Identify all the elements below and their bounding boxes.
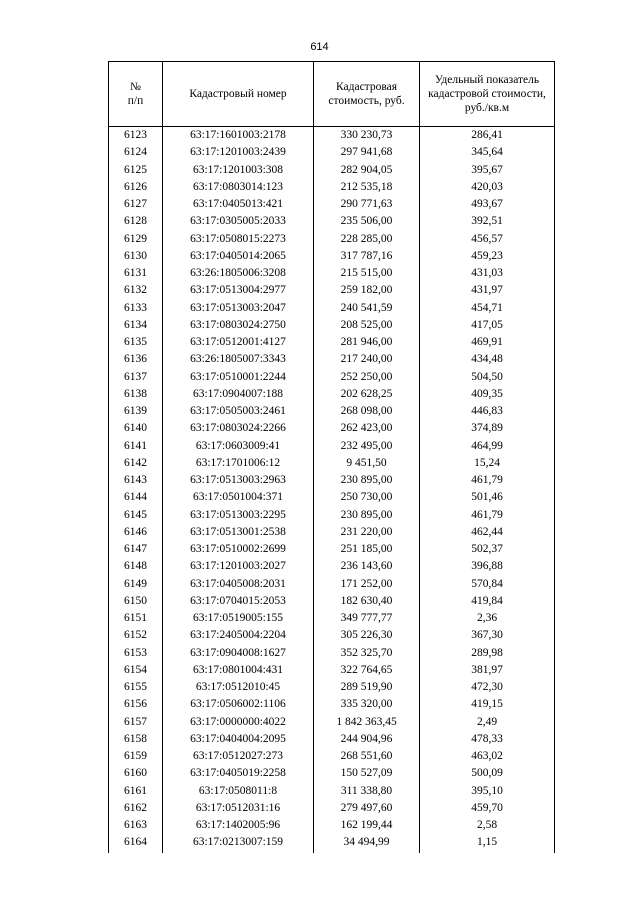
row-cadastral-value: 240 541,59 bbox=[314, 300, 420, 317]
row-index: 6136 bbox=[109, 351, 163, 368]
row-cadastral-value: 34 494,99 bbox=[314, 834, 420, 852]
row-cadastral-number: 63:17:0513001:2538 bbox=[163, 524, 314, 541]
row-index: 6156 bbox=[109, 696, 163, 713]
row-specific-value: 493,67 bbox=[420, 196, 555, 213]
header-cadastral-number bbox=[163, 62, 314, 127]
row-cadastral-value: 162 199,44 bbox=[314, 817, 420, 834]
row-index: 6164 bbox=[109, 834, 163, 852]
row-specific-value: 500,09 bbox=[420, 765, 555, 782]
row-specific-value: 461,79 bbox=[420, 507, 555, 524]
table-row bbox=[109, 489, 555, 506]
row-index: 6126 bbox=[109, 179, 163, 196]
table-row bbox=[109, 576, 555, 593]
row-index: 6159 bbox=[109, 748, 163, 765]
row-cadastral-value: 252 250,00 bbox=[314, 369, 420, 386]
header-cadastral-number-label: Кадастровый номер bbox=[189, 88, 287, 100]
table-row bbox=[109, 438, 555, 455]
header-cadastral-value bbox=[314, 62, 420, 127]
row-cadastral-value: 317 787,16 bbox=[314, 248, 420, 265]
table-row bbox=[109, 783, 555, 800]
row-cadastral-number: 63:17:0513003:2047 bbox=[163, 300, 314, 317]
table-row bbox=[109, 144, 555, 161]
table-row bbox=[109, 731, 555, 748]
row-specific-value: 431,97 bbox=[420, 282, 555, 299]
row-cadastral-number: 63:26:1805006:3208 bbox=[163, 265, 314, 282]
row-specific-value: 431,03 bbox=[420, 265, 555, 282]
row-specific-value: 15,24 bbox=[420, 455, 555, 472]
row-cadastral-number: 63:17:0704015:2053 bbox=[163, 593, 314, 610]
row-cadastral-number: 63:17:0519005:155 bbox=[163, 610, 314, 627]
row-index: 6137 bbox=[109, 369, 163, 386]
table-row bbox=[109, 213, 555, 230]
row-index: 6146 bbox=[109, 524, 163, 541]
table-body bbox=[109, 127, 555, 853]
row-specific-value: 1,15 bbox=[420, 834, 555, 852]
row-cadastral-number: 63:17:0213007:159 bbox=[163, 834, 314, 852]
row-cadastral-value: 235 506,00 bbox=[314, 213, 420, 230]
row-cadastral-value: 297 941,68 bbox=[314, 144, 420, 161]
row-specific-value: 462,44 bbox=[420, 524, 555, 541]
row-cadastral-number: 63:17:0501004:371 bbox=[163, 489, 314, 506]
row-index: 6154 bbox=[109, 662, 163, 679]
row-index: 6131 bbox=[109, 265, 163, 282]
row-cadastral-value: 150 527,09 bbox=[314, 765, 420, 782]
row-specific-value: 459,70 bbox=[420, 800, 555, 817]
table-row bbox=[109, 627, 555, 644]
row-specific-value: 501,46 bbox=[420, 489, 555, 506]
row-specific-value: 395,10 bbox=[420, 783, 555, 800]
row-specific-value: 2,49 bbox=[420, 714, 555, 731]
row-specific-value: 367,30 bbox=[420, 627, 555, 644]
row-cadastral-number: 63:17:0508011:8 bbox=[163, 783, 314, 800]
row-cadastral-number: 63:17:0803024:2750 bbox=[163, 317, 314, 334]
row-cadastral-value: 208 525,00 bbox=[314, 317, 420, 334]
row-specific-value: 420,03 bbox=[420, 179, 555, 196]
row-specific-value: 454,71 bbox=[420, 300, 555, 317]
row-index: 6132 bbox=[109, 282, 163, 299]
row-cadastral-value: 330 230,73 bbox=[314, 127, 420, 145]
row-cadastral-number: 63:17:0603009:41 bbox=[163, 438, 314, 455]
row-specific-value: 464,99 bbox=[420, 438, 555, 455]
row-specific-value: 469,91 bbox=[420, 334, 555, 351]
row-specific-value: 381,97 bbox=[420, 662, 555, 679]
table-row bbox=[109, 420, 555, 437]
row-specific-value: 472,30 bbox=[420, 679, 555, 696]
row-cadastral-number: 63:17:0513003:2963 bbox=[163, 472, 314, 489]
row-cadastral-value: 322 764,65 bbox=[314, 662, 420, 679]
row-cadastral-number: 63:17:0512027:273 bbox=[163, 748, 314, 765]
table-row bbox=[109, 662, 555, 679]
row-specific-value: 463,02 bbox=[420, 748, 555, 765]
row-specific-value: 419,84 bbox=[420, 593, 555, 610]
row-cadastral-value: 305 226,30 bbox=[314, 627, 420, 644]
row-cadastral-number: 63:17:1201003:308 bbox=[163, 162, 314, 179]
row-cadastral-value: 230 895,00 bbox=[314, 472, 420, 489]
row-cadastral-value: 259 182,00 bbox=[314, 282, 420, 299]
row-specific-value: 446,83 bbox=[420, 403, 555, 420]
row-index: 6138 bbox=[109, 386, 163, 403]
row-index: 6160 bbox=[109, 765, 163, 782]
table-row bbox=[109, 765, 555, 782]
row-specific-value: 395,67 bbox=[420, 162, 555, 179]
table-row bbox=[109, 558, 555, 575]
row-specific-value: 409,35 bbox=[420, 386, 555, 403]
row-index: 6141 bbox=[109, 438, 163, 455]
row-cadastral-number: 63:17:0801004:431 bbox=[163, 662, 314, 679]
row-cadastral-value: 311 338,80 bbox=[314, 783, 420, 800]
row-specific-value: 417,05 bbox=[420, 317, 555, 334]
table-row bbox=[109, 593, 555, 610]
row-index: 6125 bbox=[109, 162, 163, 179]
table-row bbox=[109, 679, 555, 696]
row-cadastral-value: 279 497,60 bbox=[314, 800, 420, 817]
row-index: 6135 bbox=[109, 334, 163, 351]
row-cadastral-number: 63:26:1805007:3343 bbox=[163, 351, 314, 368]
row-cadastral-number: 63:17:0512001:4127 bbox=[163, 334, 314, 351]
row-index: 6157 bbox=[109, 714, 163, 731]
row-cadastral-value: 230 895,00 bbox=[314, 507, 420, 524]
row-cadastral-value: 289 519,90 bbox=[314, 679, 420, 696]
table-row bbox=[109, 231, 555, 248]
table-row bbox=[109, 541, 555, 558]
row-cadastral-value: 290 771,63 bbox=[314, 196, 420, 213]
row-cadastral-number: 63:17:0405008:2031 bbox=[163, 576, 314, 593]
table-row bbox=[109, 179, 555, 196]
row-index: 6155 bbox=[109, 679, 163, 696]
row-index: 6143 bbox=[109, 472, 163, 489]
row-specific-value: 478,33 bbox=[420, 731, 555, 748]
row-specific-value: 456,57 bbox=[420, 231, 555, 248]
row-specific-value: 459,23 bbox=[420, 248, 555, 265]
table-row bbox=[109, 162, 555, 179]
row-cadastral-value: 212 535,18 bbox=[314, 179, 420, 196]
row-index: 6151 bbox=[109, 610, 163, 627]
table-row bbox=[109, 282, 555, 299]
header-cadastral-value-label: Кадастровая стоимость, руб. bbox=[328, 81, 405, 107]
row-cadastral-number: 63:17:0510001:2244 bbox=[163, 369, 314, 386]
row-index: 6149 bbox=[109, 576, 163, 593]
header-row bbox=[109, 62, 555, 127]
table-row bbox=[109, 317, 555, 334]
table-row bbox=[109, 748, 555, 765]
row-specific-value: 289,98 bbox=[420, 645, 555, 662]
row-index: 6144 bbox=[109, 489, 163, 506]
row-specific-value: 374,89 bbox=[420, 420, 555, 437]
table-header bbox=[109, 62, 555, 127]
row-index: 6153 bbox=[109, 645, 163, 662]
row-cadastral-value: 250 730,00 bbox=[314, 489, 420, 506]
row-specific-value: 570,84 bbox=[420, 576, 555, 593]
row-index: 6124 bbox=[109, 144, 163, 161]
table-row bbox=[109, 645, 555, 662]
row-cadastral-number: 63:17:1402005:96 bbox=[163, 817, 314, 834]
row-cadastral-value: 236 143,60 bbox=[314, 558, 420, 575]
row-index: 6161 bbox=[109, 783, 163, 800]
row-index: 6158 bbox=[109, 731, 163, 748]
row-specific-value: 286,41 bbox=[420, 127, 555, 145]
header-index bbox=[109, 62, 163, 127]
row-index: 6152 bbox=[109, 627, 163, 644]
row-cadastral-value: 231 220,00 bbox=[314, 524, 420, 541]
row-cadastral-number: 63:17:1201003:2027 bbox=[163, 558, 314, 575]
row-cadastral-number: 63:17:0512010:45 bbox=[163, 679, 314, 696]
row-cadastral-number: 63:17:0513003:2295 bbox=[163, 507, 314, 524]
row-index: 6123 bbox=[109, 127, 163, 145]
table-row bbox=[109, 800, 555, 817]
table-row bbox=[109, 386, 555, 403]
row-cadastral-value: 171 252,00 bbox=[314, 576, 420, 593]
row-cadastral-value: 228 285,00 bbox=[314, 231, 420, 248]
row-specific-value: 2,58 bbox=[420, 817, 555, 834]
row-cadastral-value: 244 904,96 bbox=[314, 731, 420, 748]
table-row bbox=[109, 248, 555, 265]
page-number: 614 bbox=[310, 41, 329, 53]
row-cadastral-value: 349 777,77 bbox=[314, 610, 420, 627]
row-specific-value: 434,48 bbox=[420, 351, 555, 368]
row-cadastral-number: 63:17:0305005:2033 bbox=[163, 213, 314, 230]
row-specific-value: 2,36 bbox=[420, 610, 555, 627]
row-specific-value: 461,79 bbox=[420, 472, 555, 489]
row-cadastral-number: 63:17:0510002:2699 bbox=[163, 541, 314, 558]
row-cadastral-value: 215 515,00 bbox=[314, 265, 420, 282]
row-cadastral-number: 63:17:0803014:123 bbox=[163, 179, 314, 196]
table-row bbox=[109, 507, 555, 524]
row-index: 6134 bbox=[109, 317, 163, 334]
row-specific-value: 502,37 bbox=[420, 541, 555, 558]
table-row bbox=[109, 265, 555, 282]
table-row bbox=[109, 817, 555, 834]
row-cadastral-number: 63:17:1601003:2178 bbox=[163, 127, 314, 145]
row-index: 6145 bbox=[109, 507, 163, 524]
row-cadastral-number: 63:17:0512031:16 bbox=[163, 800, 314, 817]
row-index: 6133 bbox=[109, 300, 163, 317]
row-cadastral-value: 9 451,50 bbox=[314, 455, 420, 472]
row-cadastral-value: 352 325,70 bbox=[314, 645, 420, 662]
row-cadastral-number: 63:17:0405014:2065 bbox=[163, 248, 314, 265]
row-cadastral-value: 268 551,60 bbox=[314, 748, 420, 765]
table-row bbox=[109, 369, 555, 386]
table-row bbox=[109, 472, 555, 489]
row-cadastral-number: 63:17:0000000:4022 bbox=[163, 714, 314, 731]
row-index: 6129 bbox=[109, 231, 163, 248]
table-row bbox=[109, 334, 555, 351]
row-cadastral-value: 335 320,00 bbox=[314, 696, 420, 713]
row-index: 6150 bbox=[109, 593, 163, 610]
row-cadastral-number: 63:17:0513004:2977 bbox=[163, 282, 314, 299]
header-specific-value-label: Удельный показатель кадастровой стоимости, руб./кв.м bbox=[428, 74, 546, 114]
row-specific-value: 345,64 bbox=[420, 144, 555, 161]
row-cadastral-number: 63:17:0904008:1627 bbox=[163, 645, 314, 662]
row-cadastral-number: 63:17:1201003:2439 bbox=[163, 144, 314, 161]
row-index: 6142 bbox=[109, 455, 163, 472]
table-row bbox=[109, 196, 555, 213]
header-index-label: № п/п bbox=[127, 81, 144, 107]
row-cadastral-number: 63:17:0404004:2095 bbox=[163, 731, 314, 748]
row-index: 6148 bbox=[109, 558, 163, 575]
row-cadastral-value: 281 946,00 bbox=[314, 334, 420, 351]
cadastral-table bbox=[108, 61, 555, 853]
row-specific-value: 396,88 bbox=[420, 558, 555, 575]
row-cadastral-value: 202 628,25 bbox=[314, 386, 420, 403]
row-index: 6140 bbox=[109, 420, 163, 437]
row-index: 6147 bbox=[109, 541, 163, 558]
row-cadastral-number: 63:17:0506002:1106 bbox=[163, 696, 314, 713]
row-cadastral-number: 63:17:0405013:421 bbox=[163, 196, 314, 213]
table-row bbox=[109, 610, 555, 627]
table-row bbox=[109, 834, 555, 852]
row-cadastral-number: 63:17:2405004:2204 bbox=[163, 627, 314, 644]
row-cadastral-value: 282 904,05 bbox=[314, 162, 420, 179]
row-cadastral-number: 63:17:0505003:2461 bbox=[163, 403, 314, 420]
table-row bbox=[109, 300, 555, 317]
row-cadastral-number: 63:17:0508015:2273 bbox=[163, 231, 314, 248]
row-cadastral-number: 63:17:0405019:2258 bbox=[163, 765, 314, 782]
table-row bbox=[109, 127, 555, 145]
table-row bbox=[109, 403, 555, 420]
row-index: 6130 bbox=[109, 248, 163, 265]
table-row bbox=[109, 455, 555, 472]
row-cadastral-number: 63:17:0904007:188 bbox=[163, 386, 314, 403]
row-cadastral-value: 232 495,00 bbox=[314, 438, 420, 455]
header-specific-value bbox=[420, 62, 555, 127]
row-index: 6162 bbox=[109, 800, 163, 817]
row-cadastral-number: 63:17:1701006:12 bbox=[163, 455, 314, 472]
row-index: 6127 bbox=[109, 196, 163, 213]
row-cadastral-value: 1 842 363,45 bbox=[314, 714, 420, 731]
row-specific-value: 504,50 bbox=[420, 369, 555, 386]
row-specific-value: 392,51 bbox=[420, 213, 555, 230]
row-cadastral-number: 63:17:0803024:2266 bbox=[163, 420, 314, 437]
table-row bbox=[109, 524, 555, 541]
row-cadastral-value: 182 630,40 bbox=[314, 593, 420, 610]
row-index: 6163 bbox=[109, 817, 163, 834]
row-cadastral-value: 217 240,00 bbox=[314, 351, 420, 368]
row-cadastral-value: 262 423,00 bbox=[314, 420, 420, 437]
row-cadastral-value: 251 185,00 bbox=[314, 541, 420, 558]
row-specific-value: 419,15 bbox=[420, 696, 555, 713]
table-row bbox=[109, 696, 555, 713]
row-cadastral-value: 268 098,00 bbox=[314, 403, 420, 420]
row-index: 6139 bbox=[109, 403, 163, 420]
table-row bbox=[109, 714, 555, 731]
row-index: 6128 bbox=[109, 213, 163, 230]
table-row bbox=[109, 351, 555, 368]
